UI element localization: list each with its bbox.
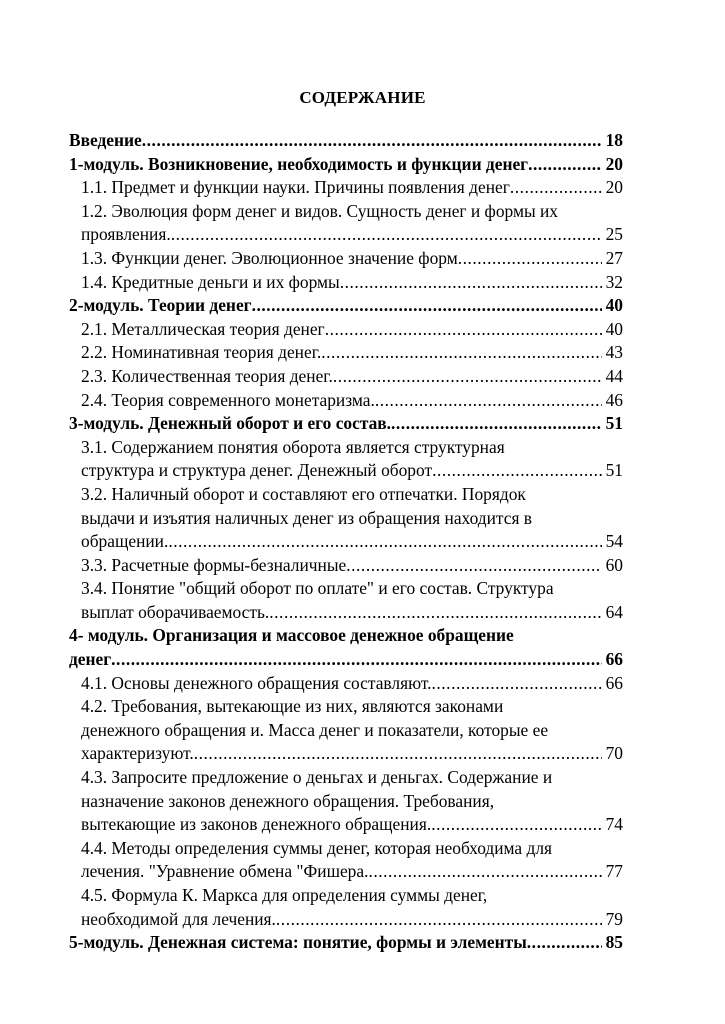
dot-leader <box>431 813 601 837</box>
dot-leader <box>269 601 601 625</box>
toc-entry-text-line: 1-модуль. Возникновение, необходимость и функции денег <box>69 153 529 174</box>
toc-entry-text-line: 2.3. Количественная теория денег. <box>81 365 333 386</box>
toc-entry-text-line: 2-модуль. Теории денег <box>69 295 252 316</box>
toc-entry-text-line: денежного обращения и. Масса денег и показатели, которые ее <box>81 719 549 740</box>
toc-page-number: 18 <box>605 130 623 150</box>
toc-module-entry[interactable] <box>69 412 623 436</box>
toc-page-number: 85 <box>605 932 623 953</box>
toc-entry-text-line: 2.1. Металлическая теория денег <box>81 318 325 339</box>
dot-leader <box>391 412 602 436</box>
toc-page-number: 60 <box>605 554 623 575</box>
toc-subsection-entry[interactable] <box>69 247 623 271</box>
toc-subsection-entry[interactable] <box>69 200 623 247</box>
toc-subsection-entry[interactable] <box>69 837 623 884</box>
dot-leader <box>276 908 602 932</box>
dot-leader <box>171 223 602 247</box>
toc-subsection-entry[interactable] <box>69 436 623 483</box>
dot-leader <box>527 931 602 955</box>
toc-entry-text-line: денег <box>69 649 112 670</box>
dot-leader <box>142 129 602 153</box>
toc-entry-text-line: 1.3. Функции денег. Эволюционное значение форм <box>81 247 458 268</box>
toc-page-number: 64 <box>605 601 623 622</box>
dot-leader <box>346 554 601 578</box>
page-title: СОДЕРЖАНИЕ <box>299 88 426 107</box>
toc-module-entry[interactable] <box>69 294 623 318</box>
toc-entry-text-line: назначение законов денежного обращения. Требования, <box>81 790 495 811</box>
toc-subsection-entry[interactable] <box>69 766 623 837</box>
toc-page-number: 51 <box>605 413 623 434</box>
dot-leader <box>168 530 601 554</box>
toc-entry-text-line: 1.4. Кредитные деньги и их формы <box>81 271 340 292</box>
toc-entry-text-line: 4- модуль. Организация и массовое денежное обращение <box>69 625 514 646</box>
toc-subsection-entry[interactable] <box>69 577 623 624</box>
dot-leader <box>333 365 602 389</box>
toc-page-number: 25 <box>605 224 623 245</box>
toc-subsection-entry[interactable] <box>69 672 623 696</box>
toc-subsection-entry[interactable] <box>69 365 623 389</box>
dot-leader <box>368 860 601 884</box>
toc-subsection-entry[interactable] <box>69 341 623 365</box>
toc-entry-text-line: выплат оборачиваемость. <box>81 601 270 622</box>
toc-entry-text-line: 3.4. Понятие "общий оборот по оплате" и его состав. Структура <box>81 578 554 599</box>
dot-leader <box>321 341 601 365</box>
toc-page-number: 20 <box>605 177 623 198</box>
toc-entry-text-line: 4.1. Основы денежного обращения составляют. <box>81 672 432 693</box>
dot-leader <box>252 294 602 318</box>
toc-subsection-entry[interactable] <box>69 554 623 578</box>
toc-page-number: 66 <box>605 672 623 693</box>
toc-subsection-entry[interactable] <box>69 271 623 295</box>
toc-page-number: 46 <box>605 389 623 410</box>
toc-module-entry[interactable] <box>69 153 623 177</box>
toc-page-number: 74 <box>605 814 623 835</box>
toc-subsection-entry[interactable] <box>69 483 623 554</box>
toc-page-number: 44 <box>605 365 623 386</box>
toc-entry-text-line: 1.1. Предмет и функции науки. Причины появления денег <box>81 177 510 198</box>
toc-subsection-entry[interactable] <box>69 176 623 200</box>
toc-entry-text-line: 4.2. Требования, вытекающие из них, являются законами <box>81 696 504 717</box>
toc-entry-text-line: 2.2. Номинативная теория денег. <box>81 342 322 363</box>
dot-leader <box>432 459 602 483</box>
dot-leader <box>111 648 601 672</box>
toc-entry-text-line: 2.4. Теория современного монетаризма. <box>81 389 375 410</box>
toc-page-number: 40 <box>605 318 623 339</box>
table-of-contents <box>69 129 623 955</box>
toc-entry-text-line: 4.4. Методы определения суммы денег, которая необходима для <box>81 837 553 858</box>
toc-entry-text-line: 3.2. Наличный оборот и составляют его отпечатки. Порядок <box>81 483 526 504</box>
toc-entry-text-line: 3-модуль. Денежный оборот и его состав. <box>69 413 392 434</box>
toc-entry-text-line: 3.3. Расчетные формы-безналичные <box>81 554 347 575</box>
toc-subsection-entry[interactable] <box>69 884 623 931</box>
toc-entry-text-line: вытекающие из законов денежного обращения. <box>81 814 432 835</box>
toc-entry-text-line: 5-модуль. Денежная система: понятие, формы и элементы <box>69 932 527 953</box>
toc-module-entry[interactable] <box>69 129 623 153</box>
dot-leader <box>458 247 602 271</box>
toc-entry-text-line: 4.3. Запросите предложение о деньгах и деньгах. Содержание и <box>81 767 553 788</box>
toc-subsection-entry[interactable] <box>69 695 623 766</box>
dot-leader <box>340 271 602 295</box>
toc-page-number: 79 <box>605 908 623 929</box>
toc-page-number: 54 <box>605 531 623 552</box>
toc-page-number: 32 <box>605 271 623 292</box>
toc-page-number: 43 <box>605 342 623 363</box>
dot-leader <box>510 176 602 200</box>
toc-entry-text-line: характеризуют. <box>81 743 194 764</box>
toc-subsection-entry[interactable] <box>69 318 623 342</box>
toc-entry-text-line: структура и структура денег. Денежный оборот <box>81 460 433 481</box>
toc-entry-text-line: 3.1. Содержанием понятия оборота является структурная <box>81 436 505 457</box>
dot-leader <box>375 389 602 413</box>
toc-subsection-entry[interactable] <box>69 389 623 413</box>
toc-entry-text-line: 4.5. Формула К. Маркса для определения суммы денег, <box>81 885 488 905</box>
toc-module-entry[interactable] <box>69 931 623 955</box>
toc-entry-text-line: 1.2. Эволюция форм денег и видов. Сущность денег и формы их <box>81 200 558 221</box>
dot-leader <box>194 742 602 766</box>
toc-entry-text-line: лечения. "Уравнение обмена "Фишера. <box>81 861 369 882</box>
toc-entry-text-line: Введение <box>69 130 142 150</box>
toc-page-number: 27 <box>605 247 623 268</box>
dot-leader <box>325 318 602 342</box>
toc-entry-text-line: обращении. <box>81 531 169 552</box>
dot-leader <box>432 672 602 696</box>
dot-leader <box>528 153 602 177</box>
toc-entry-text-line: выдачи и изъятия наличных денег из обращения находится в <box>81 507 533 528</box>
toc-module-entry[interactable] <box>69 624 623 671</box>
toc-entry-text-line: необходимой для лечения. <box>81 908 276 929</box>
toc-page-number: 66 <box>605 649 623 670</box>
toc-page-number: 77 <box>605 861 623 882</box>
toc-page-number: 40 <box>605 295 623 316</box>
toc-page-number: 51 <box>605 460 623 481</box>
toc-page-number: 20 <box>605 153 623 174</box>
toc-entry-text-line: проявления. <box>81 224 171 245</box>
toc-page-number: 70 <box>605 743 623 764</box>
